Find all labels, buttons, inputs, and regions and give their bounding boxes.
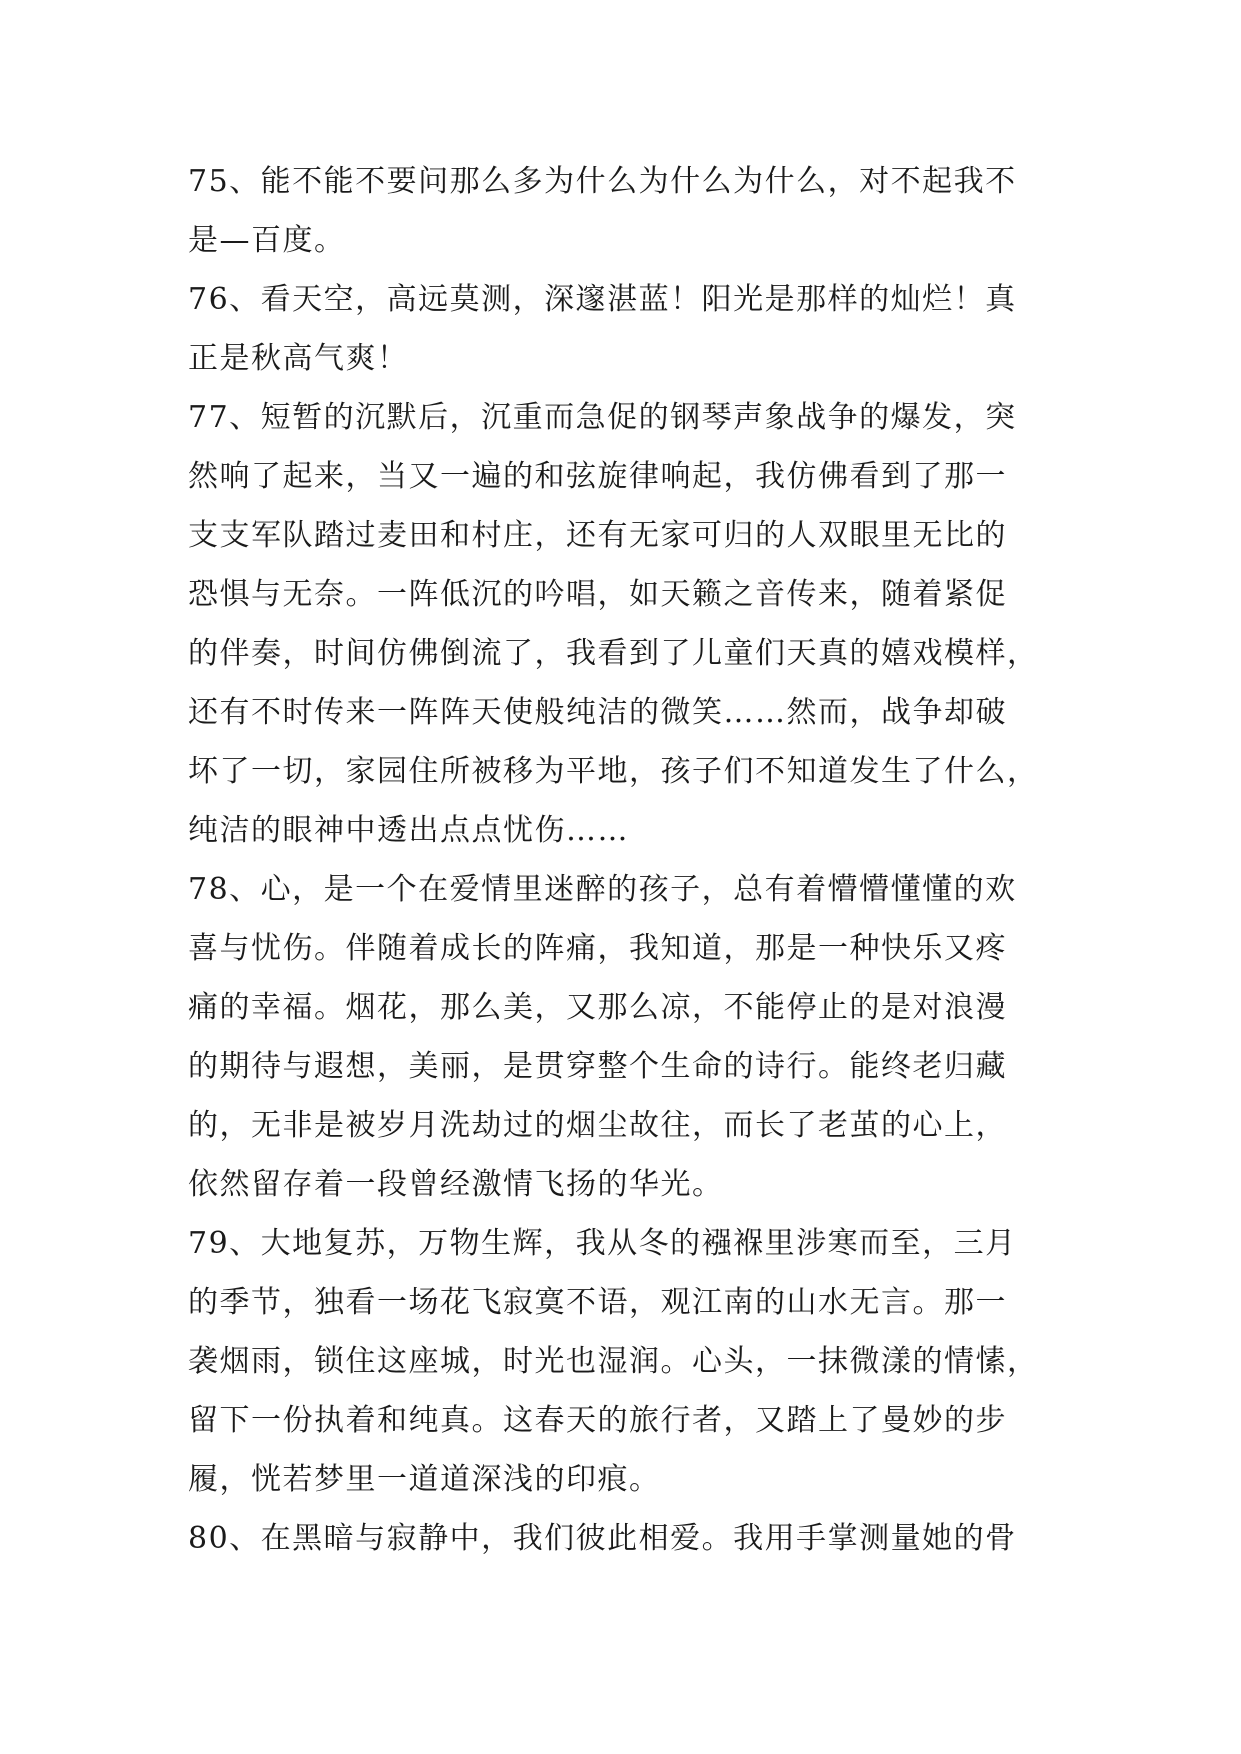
text-line: 是—百度。 xyxy=(188,223,346,258)
text-line: 78、心，是一个在爱情里迷醉的孩子，总有着懵懵懂懂的欢 xyxy=(188,872,1017,907)
text-line: 留下一份执着和纯真。这春天的旅行者，又踏上了曼妙的步 xyxy=(188,1403,1007,1438)
text-line: 正是秋高气爽！ xyxy=(188,341,409,376)
text-line: 还有不时传来一阵阵天使般纯洁的微笑……然而，战争却破 xyxy=(188,695,1007,730)
text-line: 76、看天空，高远莫测，深邃湛蓝！阳光是那样的灿烂！真 xyxy=(188,282,1017,317)
text-line: 然响了起来，当又一遍的和弦旋律响起，我仿佛看到了那一 xyxy=(188,459,1007,494)
text-line: 的，无非是被岁月洗劫过的烟尘故往，而长了老茧的心上， xyxy=(188,1108,1007,1143)
text-line: 77、短暂的沉默后，沉重而急促的钢琴声象战争的爆发，突 xyxy=(188,400,1017,435)
text-line: 79、大地复苏，万物生辉，我从冬的襁褓里涉寒而至，三月 xyxy=(188,1226,1017,1261)
text-line: 的期待与遐想，美丽，是贯穿整个生命的诗行。能终老归藏 xyxy=(188,1049,1007,1084)
text-line: 喜与忧伤。伴随着成长的阵痛，我知道，那是一种快乐又疼 xyxy=(188,931,1007,966)
text-line: 75、能不能不要问那么多为什么为什么为什么，对不起我不 xyxy=(188,164,1017,199)
text-line: 恐惧与无奈。一阵低沉的吟唱，如天籁之音传来，随着紧促 xyxy=(188,577,1007,612)
text-line: 袭烟雨，锁住这座城，时光也湿润。心头，一抹微漾的情愫， xyxy=(188,1344,1039,1379)
text-line: 痛的幸福。烟花，那么美，又那么凉，不能停止的是对浪漫 xyxy=(188,990,1007,1025)
text-line: 履，恍若梦里一道道深浅的印痕。 xyxy=(188,1462,661,1497)
text-line: 80、在黑暗与寂静中，我们彼此相爱。我用手掌测量她的骨 xyxy=(188,1521,1017,1556)
document-body xyxy=(188,152,1053,1568)
text-line: 的伴奏，时间仿佛倒流了，我看到了儿童们天真的嬉戏模样， xyxy=(188,636,1039,671)
text-line: 的季节，独看一场花飞寂寞不语，观江南的山水无言。那一 xyxy=(188,1285,1007,1320)
text-line: 坏了一切，家园住所被移为平地，孩子们不知道发生了什么， xyxy=(188,754,1039,789)
text-line: 纯洁的眼神中透出点点忧伤…… xyxy=(188,813,629,848)
text-line: 支支军队踏过麦田和村庄，还有无家可归的人双眼里无比的 xyxy=(188,518,1007,553)
text-line: 依然留存着一段曾经激情飞扬的华光。 xyxy=(188,1167,724,1202)
